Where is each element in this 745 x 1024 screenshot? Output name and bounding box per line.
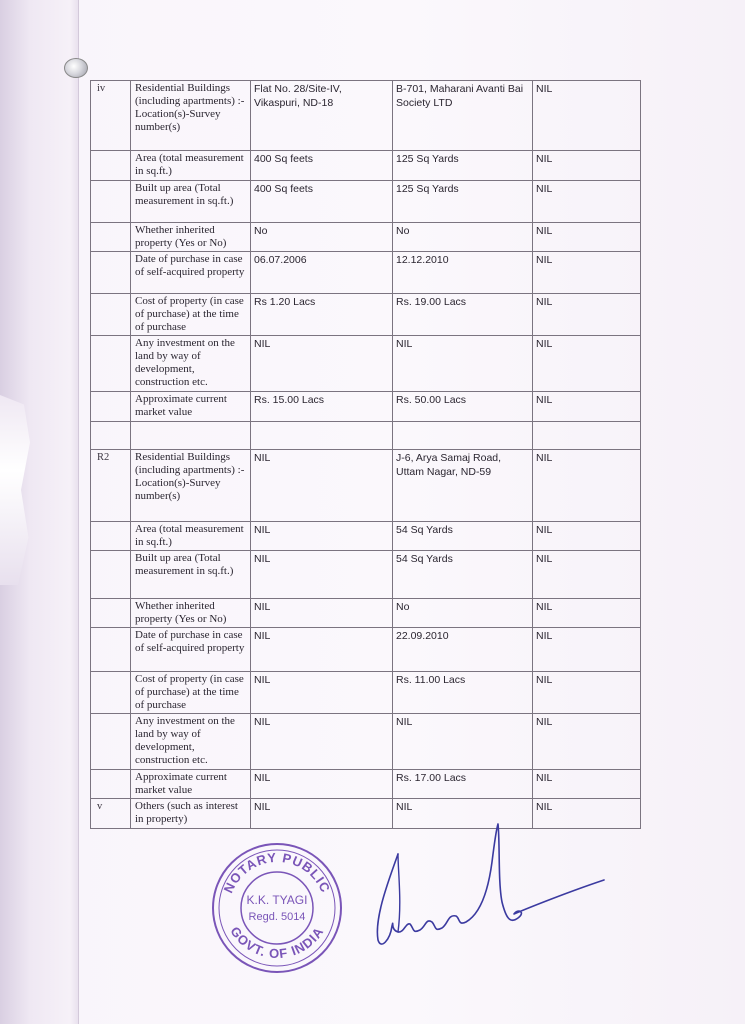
- column-3-value: NIL: [533, 335, 641, 391]
- column-2-value: 54 Sq Yards: [393, 521, 533, 550]
- column-2-value: 125 Sq Yards: [393, 151, 533, 181]
- table-row: [91, 251, 641, 293]
- row-number: v: [91, 798, 131, 828]
- column-2-value: [393, 421, 533, 449]
- row-description: Built up area (Total measurement in sq.ft.): [131, 181, 251, 223]
- column-3-value: NIL: [533, 550, 641, 598]
- row-number: [91, 293, 131, 335]
- row-description: Others (such as interest in property): [131, 798, 251, 828]
- row-number: [91, 223, 131, 252]
- row-description: Residential Buildings (including apartments) :- Location(s)-Survey number(s): [131, 81, 251, 151]
- row-number: [91, 335, 131, 391]
- column-2-value: No: [393, 598, 533, 627]
- column-2-value: 125 Sq Yards: [393, 181, 533, 223]
- stamp-top-text: NOTARY PUBLIC: [220, 849, 334, 896]
- table-row: [91, 713, 641, 769]
- column-2-value: Rs. 50.00 Lacs: [393, 391, 533, 421]
- row-number: [91, 598, 131, 627]
- table-row: [91, 151, 641, 181]
- column-2-value: Rs. 19.00 Lacs: [393, 293, 533, 335]
- notary-stamp: [207, 838, 347, 978]
- handwritten-signature: [368, 822, 608, 962]
- column-3-value: NIL: [533, 521, 641, 550]
- column-3-value: NIL: [533, 769, 641, 798]
- column-1-value: NIL: [251, 335, 393, 391]
- svg-text:GOVT. OF INDIA: [227, 924, 326, 961]
- column-2-value: NIL: [393, 713, 533, 769]
- column-2-value: 22.09.2010: [393, 627, 533, 671]
- column-1-value: NIL: [251, 671, 393, 713]
- column-3-value: [533, 421, 641, 449]
- table-row: [91, 769, 641, 798]
- column-1-value: NIL: [251, 713, 393, 769]
- row-description: Whether inherited property (Yes or No): [131, 598, 251, 627]
- column-1-value: [251, 421, 393, 449]
- column-1-value: NIL: [251, 449, 393, 521]
- table-row: [91, 449, 641, 521]
- column-3-value: NIL: [533, 798, 641, 828]
- row-description: Whether inherited property (Yes or No): [131, 223, 251, 252]
- column-1-value: NIL: [251, 550, 393, 598]
- stamp-bottom-text: GOVT. OF INDIA: [227, 923, 327, 962]
- column-2-value: Rs. 17.00 Lacs: [393, 769, 533, 798]
- row-description: Any investment on the land by way of development, construction etc.: [131, 335, 251, 391]
- row-number: [91, 521, 131, 550]
- row-number: [91, 627, 131, 671]
- table-row: [91, 335, 641, 391]
- table-row: [91, 223, 641, 252]
- table-row: [91, 627, 641, 671]
- column-2-value: 12.12.2010: [393, 251, 533, 293]
- row-number: [91, 181, 131, 223]
- column-3-value: NIL: [533, 627, 641, 671]
- row-description: Cost of property (in case of purchase) at the time of purchase: [131, 671, 251, 713]
- property-table: [90, 80, 641, 829]
- row-number: [91, 671, 131, 713]
- column-1-value: Rs 1.20 Lacs: [251, 293, 393, 335]
- row-number: iv: [91, 81, 131, 151]
- stamp-regd: Regd. 5014: [248, 911, 306, 923]
- column-3-value: NIL: [533, 671, 641, 713]
- column-1-value: Flat No. 28/Site-IV, Vikaspuri, ND-18: [251, 81, 393, 151]
- row-description: Date of purchase in case of self-acquired property: [131, 627, 251, 671]
- table-row: [91, 293, 641, 335]
- row-description: Area (total measurement in sq.ft.): [131, 151, 251, 181]
- row-description: Approximate current market value: [131, 391, 251, 421]
- column-1-value: 06.07.2006: [251, 251, 393, 293]
- row-description: Approximate current market value: [131, 769, 251, 798]
- row-description: Any investment on the land by way of development, construction etc.: [131, 713, 251, 769]
- column-3-value: NIL: [533, 223, 641, 252]
- column-1-value: NIL: [251, 769, 393, 798]
- column-2-value: 54 Sq Yards: [393, 550, 533, 598]
- column-3-value: NIL: [533, 181, 641, 223]
- row-number: [91, 769, 131, 798]
- column-1-value: 400 Sq feets: [251, 151, 393, 181]
- column-1-value: 400 Sq feets: [251, 181, 393, 223]
- column-2-value: Rs. 11.00 Lacs: [393, 671, 533, 713]
- column-2-value: J-6, Arya Samaj Road, Uttam Nagar, ND-59: [393, 449, 533, 521]
- column-1-value: NIL: [251, 627, 393, 671]
- column-2-value: NIL: [393, 798, 533, 828]
- table-row: [91, 598, 641, 627]
- row-number: [91, 391, 131, 421]
- column-3-value: NIL: [533, 391, 641, 421]
- staple-icon: [64, 58, 88, 78]
- row-number: [91, 713, 131, 769]
- column-1-value: Rs. 15.00 Lacs: [251, 391, 393, 421]
- table-row: [91, 550, 641, 598]
- column-2-value: B-701, Maharani Avanti Bai Society LTD: [393, 81, 533, 151]
- column-1-value: NIL: [251, 598, 393, 627]
- column-3-value: NIL: [533, 151, 641, 181]
- table-row: [91, 181, 641, 223]
- row-description: Residential Buildings (including apartments) :- Location(s)-Survey number(s): [131, 449, 251, 521]
- column-2-value: NIL: [393, 335, 533, 391]
- column-3-value: NIL: [533, 449, 641, 521]
- table-row: [91, 521, 641, 550]
- row-description: Area (total measurement in sq.ft.): [131, 521, 251, 550]
- column-3-value: NIL: [533, 251, 641, 293]
- fold-crease: [78, 0, 79, 1024]
- column-2-value: No: [393, 223, 533, 252]
- column-3-value: NIL: [533, 81, 641, 151]
- column-3-value: NIL: [533, 598, 641, 627]
- row-number: [91, 251, 131, 293]
- column-3-value: NIL: [533, 713, 641, 769]
- row-description: Date of purchase in case of self-acquired property: [131, 251, 251, 293]
- row-number: [91, 550, 131, 598]
- column-1-value: No: [251, 223, 393, 252]
- table-row: [91, 81, 641, 151]
- row-number: [91, 421, 131, 449]
- stamp-name: K.K. TYAGI: [246, 893, 308, 907]
- column-3-value: NIL: [533, 293, 641, 335]
- column-1-value: NIL: [251, 798, 393, 828]
- column-1-value: NIL: [251, 521, 393, 550]
- row-description: Cost of property (in case of purchase) at the time of purchase: [131, 293, 251, 335]
- table-row: [91, 421, 641, 449]
- table-row: [91, 671, 641, 713]
- row-description: [131, 421, 251, 449]
- row-description: Built up area (Total measurement in sq.ft.): [131, 550, 251, 598]
- row-number: [91, 151, 131, 181]
- table-row: [91, 391, 641, 421]
- row-number: R2: [91, 449, 131, 521]
